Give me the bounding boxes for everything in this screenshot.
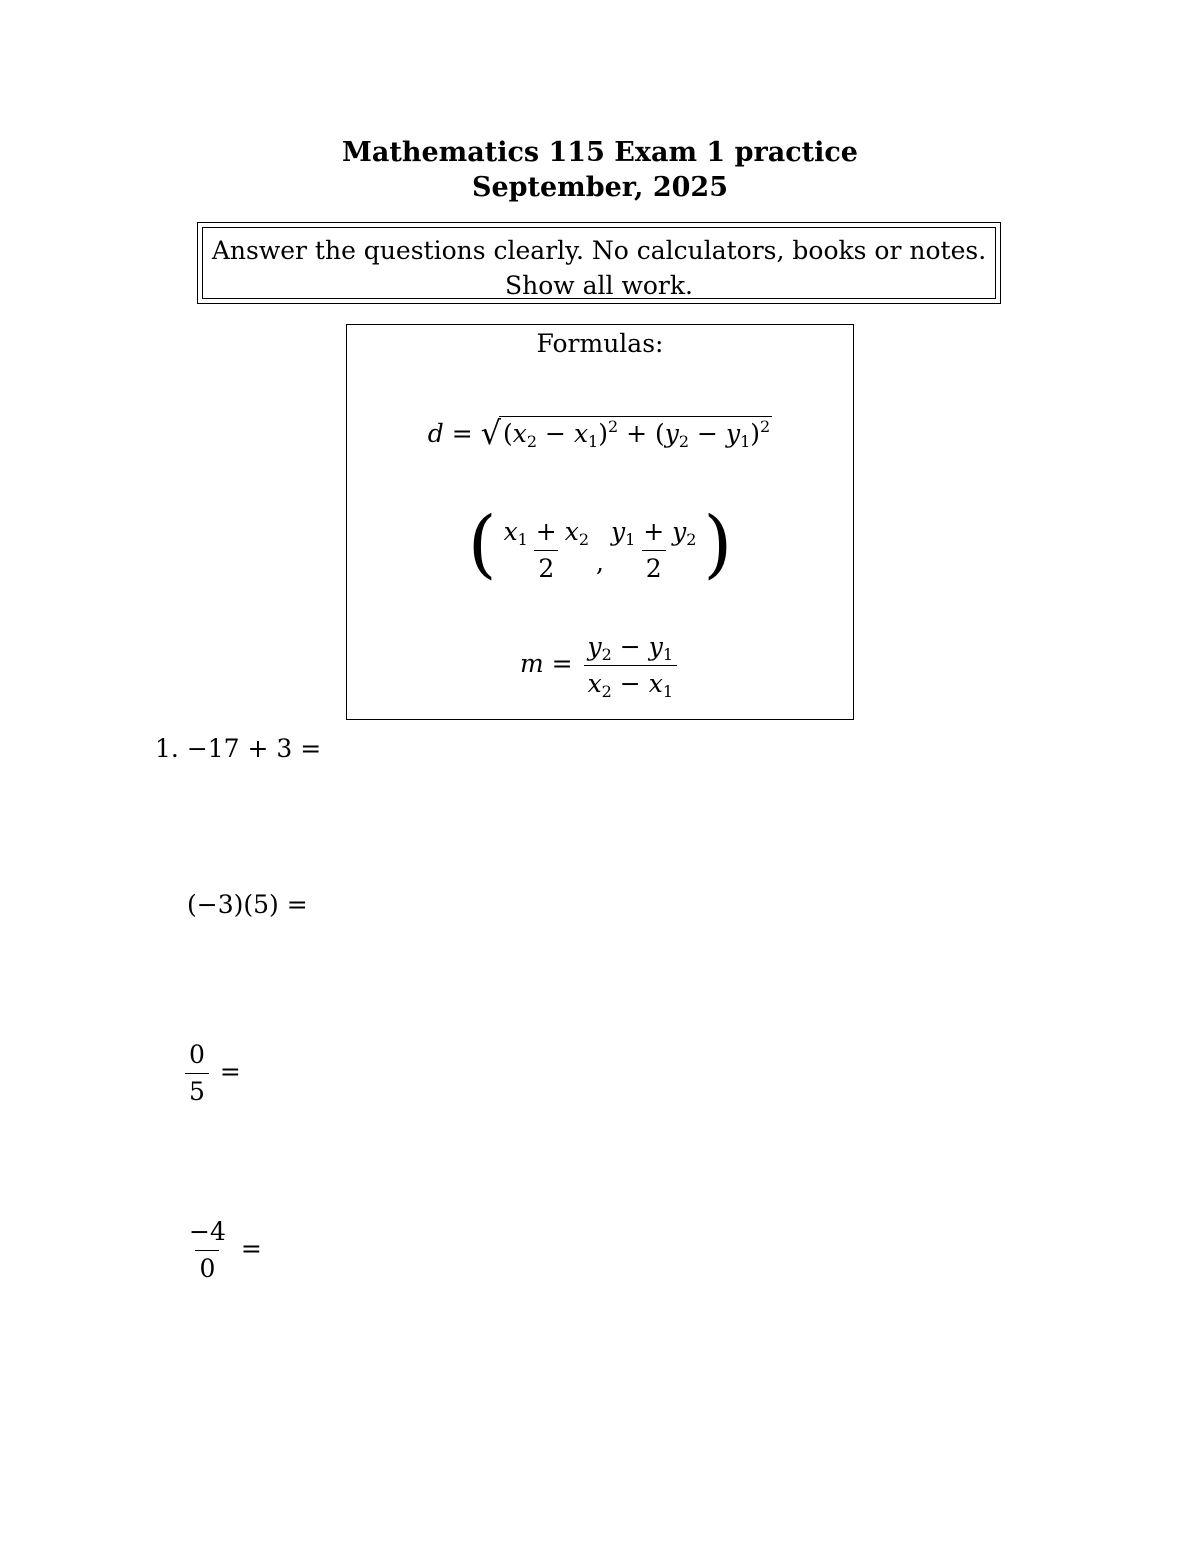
- instructions-line-2: Show all work.: [505, 271, 693, 300]
- problem-expression: (−3)(5) =: [187, 890, 308, 919]
- formulas-title: Formulas:: [536, 329, 664, 358]
- problem-1a: [155, 734, 321, 763]
- fraction-denominator: 5: [185, 1073, 209, 1107]
- distance-formula: $d = √(x_2 - x_1)^2 + (y_2 - y_1)^2$: [427, 414, 771, 452]
- fraction-numerator: 0: [189, 1040, 205, 1069]
- problem-number: 1.: [155, 734, 179, 763]
- fraction-numerator: −4: [189, 1217, 226, 1246]
- problem-1b: [187, 890, 308, 919]
- equals-sign: =: [240, 1234, 262, 1263]
- problem-1c: [182, 1040, 241, 1107]
- exam-date: September, 2025: [471, 172, 729, 203]
- midpoint-formula: ( $\frac{x_1 + x_2}{2}$ , $\frac{y_1 + y_2}{2}$ ): [467, 501, 733, 587]
- instructions-line-1: Answer the questions clearly. No calculators, books or notes.: [211, 236, 987, 265]
- instructions-box: [197, 222, 1001, 304]
- problem-1d: [182, 1217, 262, 1284]
- fraction-denominator: 0: [195, 1250, 219, 1284]
- equals-sign: =: [219, 1057, 241, 1086]
- slope-formula: m = $\frac{y_2 - y_1}{x_2 - x_1}$: [0, 632, 1200, 699]
- exam-title: Mathematics 115 Exam 1 practice: [342, 137, 858, 168]
- problem-expression: −17 + 3 =: [186, 734, 322, 763]
